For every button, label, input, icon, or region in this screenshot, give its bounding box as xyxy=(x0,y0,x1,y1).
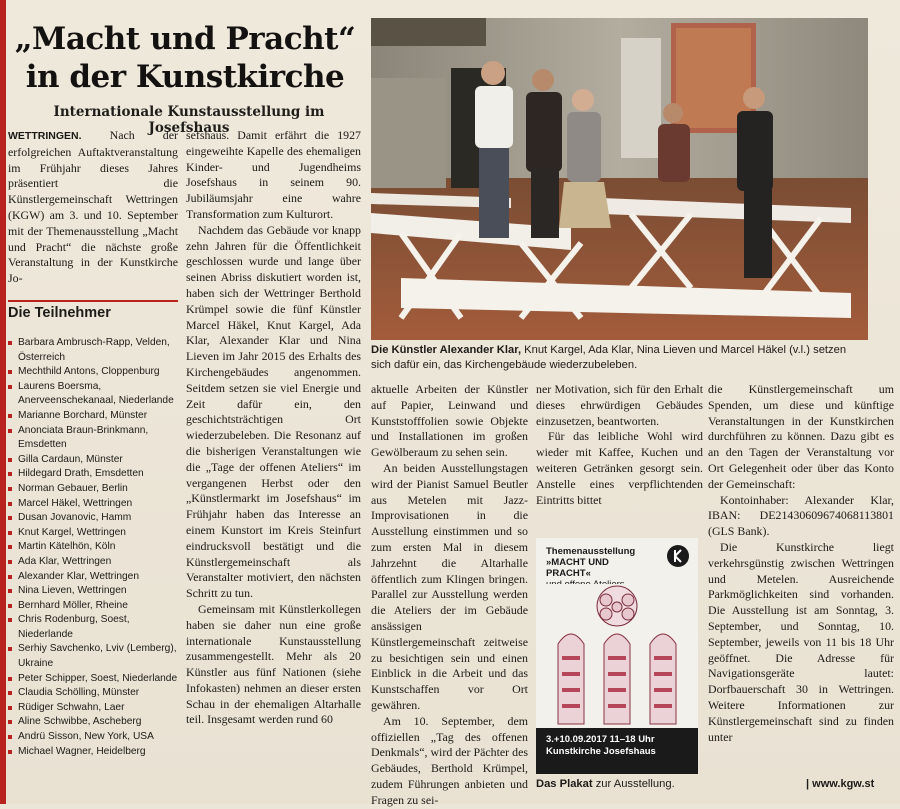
participant-name: Peter Schipper, Soest, Niederlande xyxy=(18,672,178,684)
participant-item xyxy=(8,526,180,541)
participant-item xyxy=(8,730,180,745)
participant-item xyxy=(8,555,180,570)
participant-name: Barbara Ambrusch-Rapp, Velden, Österreich xyxy=(18,337,170,363)
col2-paragraph-1: sefshaus. Damit erfährt die 1927 eingeweihte Kapelle des ehemaligen Kinder- und Jugendheims Josefshaus in seinem 90. Jubiläumsjahr eine wahre Transformation zum Kulturort. xyxy=(186,128,361,221)
participant-name: Knut Kargel, Wettringen xyxy=(18,526,126,538)
participant-name: Aline Schwibbe, Ascheberg xyxy=(18,716,142,728)
bullet-icon xyxy=(8,458,12,462)
participant-item xyxy=(8,482,180,497)
article-column-3 xyxy=(371,382,528,807)
participant-item xyxy=(8,745,180,760)
exhibition-poster xyxy=(536,538,698,774)
kgw-logo-icon xyxy=(666,544,690,568)
poster-footer xyxy=(536,728,698,774)
poster-caption-bold: Das Plakat xyxy=(536,778,593,790)
bullet-icon xyxy=(8,341,12,345)
bullet-icon xyxy=(8,429,12,433)
participant-name: Gilla Cardaun, Münster xyxy=(18,453,123,465)
participant-item xyxy=(8,584,180,599)
participant-item xyxy=(8,511,180,526)
participant-item xyxy=(8,497,180,512)
bullet-icon xyxy=(8,370,12,374)
bullet-icon xyxy=(8,414,12,418)
participant-item xyxy=(8,380,180,409)
participant-name: Serhiy Savchenko, Lviv (Lemberg), Ukraine xyxy=(18,643,177,670)
participant-item xyxy=(8,540,180,555)
website-link[interactable]: | www.kgw.st xyxy=(806,778,874,790)
col3-paragraph-2: An beiden Ausstellungstagen wird der Pianist Samuel Beutler aus Metelen mit Jazz-Improvisationen in die Ausstellung einstimmen und so zum ersten Mal in diesem Jahrzehnt die Altarhalle öffentlich zum Klingen bringen. Parallel zur Ausstellung werden die Ateliers der im Gebäude ansässigen Künstlergemeinschaft zeitweise zu besichtigen sein und einen Einblick in die Arbeit und das Kunstschaffen vor Ort gewähren. xyxy=(371,460,528,712)
col5-paragraph-1: die Künstlergemeinschaft um Spenden, um diese und künftige Veranstaltungen in der Kunstkirchen durchführen zu können. Dazu gibt es an den Tagen der Veranstaltung vor Ort Gelegenheit oder über das Konto der Gemeinschaft: xyxy=(708,382,894,491)
participant-name: Ada Klar, Wettringen xyxy=(18,555,112,567)
participant-item xyxy=(8,672,180,687)
bullet-icon xyxy=(8,720,12,724)
article-subheadline: Internationale Kunstausstellung im Josefshaus xyxy=(53,104,325,136)
participant-name: Marianne Borchard, Münster xyxy=(18,409,148,421)
participant-name: Hildegard Drath, Emsdetten xyxy=(18,468,144,480)
bullet-icon xyxy=(8,487,12,491)
bullet-icon xyxy=(8,750,12,754)
participant-name: Nina Lieven, Wettringen xyxy=(18,585,127,597)
participant-item xyxy=(8,613,180,642)
poster-caption-text: zur Ausstellung. xyxy=(595,778,675,790)
participant-item xyxy=(8,409,180,424)
participant-item xyxy=(8,467,180,482)
bullet-icon xyxy=(8,618,12,622)
participants-heading: Die Teilnehmer xyxy=(8,300,178,321)
participant-item xyxy=(8,336,180,365)
participant-name: Bernhard Möller, Rheine xyxy=(18,599,128,611)
photo-caption-text: Knut Kargel, Ada Klar, Nina Lieven und Marcel Häkel (v.l.) setzen sich dafür ein, das Kirchengebäude wiederzubeleben. xyxy=(371,344,847,371)
participant-item xyxy=(8,715,180,730)
participant-name: Marcel Häkel, Wettringen xyxy=(18,497,133,509)
bullet-icon xyxy=(8,691,12,695)
section-color-bar xyxy=(0,0,6,804)
participant-name: Claudia Schölling, Münster xyxy=(18,687,140,699)
col3-paragraph-3: Am 10. September, dem offiziellen „Tag des offenen Denkmals“, wird der Pächter des Gebäudes, Berthold Krümpel, zudem Führungen anbieten und Fragen zu sei- xyxy=(371,713,528,807)
participant-name: Dusan Jovanovic, Hamm xyxy=(18,512,132,524)
bullet-icon xyxy=(8,560,12,564)
artists-photo-illustration xyxy=(371,18,868,340)
article-column-2 xyxy=(186,128,361,788)
participant-name: Norman Gebauer, Berlin xyxy=(18,482,128,494)
participant-name: Martin Kätelhön, Köln xyxy=(18,541,116,553)
poster-dates: 3.+10.09.2017 11–18 Uhr xyxy=(546,734,655,745)
bullet-icon xyxy=(8,677,12,681)
participant-item xyxy=(8,599,180,614)
poster-caption xyxy=(536,778,736,790)
stained-glass-window-graphic xyxy=(546,584,688,724)
bullet-icon xyxy=(8,545,12,549)
col4-paragraph-2: Für das leibliche Wohl wird wieder mit Kaffee, Kuchen und weiteren Getränken gesorgt sein. Anstelle eines verpflichtenden Eintritts bittet xyxy=(536,429,703,507)
poster-venue: Kunstkirche Josefshaus xyxy=(546,746,656,757)
article-column-5 xyxy=(708,382,894,776)
col3-paragraph-1: aktuelle Arbeiten der Künstler auf Papier, Leinwand und Kunststofffolien sowie Objekte und Installationen im großen Gewölberaum zu sehen sein. xyxy=(371,382,528,460)
participant-name: Anonciata Braun-Brinkmann, Emsdetten xyxy=(18,424,149,451)
bullet-icon xyxy=(8,647,12,651)
participant-name: Alexander Klar, Wettringen xyxy=(18,570,139,582)
participant-name: Rüdiger Schwahn, Laer xyxy=(18,701,125,713)
bullet-icon xyxy=(8,575,12,579)
bullet-icon xyxy=(8,604,12,608)
dateline: WETTRINGEN. xyxy=(8,130,82,142)
participant-name: Chris Rodenburg, Soest, Niederlande xyxy=(18,614,130,640)
col5-paragraph-3: Die Kunstkirche liegt verkehrsgünstig zwischen Wettringen und Metelen. Ausreichende Parkmöglichkeiten sind vorhanden. Die Ausstellung ist am Sonntag, 3. September, und Sonntag, 10. September, jeweils von 11 bis 18 Uhr geöffnet. Die Adresse für Navigationsgeräte lautet: Dorfbauerschaft 30 in Wettringen. Weitere Informationen zur Künstlergemeinschaft sind zu finden unter xyxy=(708,539,894,744)
headline-line-2: in der Kunstkirche xyxy=(25,59,345,95)
participant-item xyxy=(8,570,180,585)
participant-name: Laurens Boersma, Anerveenschekanaal, Niederlande xyxy=(18,380,174,407)
participant-item xyxy=(8,686,180,701)
participant-item xyxy=(8,453,180,468)
participants-list xyxy=(8,336,180,759)
participant-name: Mechthild Antons, Cloppenburg xyxy=(18,366,160,378)
bullet-icon xyxy=(8,706,12,710)
poster-subtitle-1: »MACHT UND PRACHT« xyxy=(546,557,609,579)
bullet-icon xyxy=(8,735,12,739)
participant-item xyxy=(8,424,180,453)
col2-paragraph-3: Gemeinsam mit Künstlerkollegen haben sie daher nun eine große internationale Kunstausstellung zusammengestellt. Mehr als 20 Künstler aus fünf Nationen (siehe Infokasten) nehmen an dieser ersten Schau in der ehemaligen Altarhalle teil. Insgesamt werden rund 60 xyxy=(186,601,361,727)
participant-name: Michael Wagner, Heidelberg xyxy=(18,745,146,757)
participant-item xyxy=(8,701,180,716)
col5-paragraph-2: Kontoinhaber: Alexander Klar, IBAN: DE21430609674068113801 (GLS Bank). xyxy=(708,492,894,539)
photo-caption-bold: Die Künstler Alexander Klar, xyxy=(371,344,522,356)
bullet-icon xyxy=(8,502,12,506)
bullet-icon xyxy=(8,385,12,389)
col1-paragraph-1: Nach der erfolgreichen Auftaktveranstaltung im Frühjahr dieses Jahres präsentiert die Künstlergemeinschaft Wettringen (KGW) am 3. und 10. September mit der Themenausstellung „Macht und Pracht“ die nächste große Veranstaltung in der Kunstkirche Jo- xyxy=(8,128,178,286)
bullet-icon xyxy=(8,516,12,520)
artists-photo xyxy=(371,18,868,340)
col2-paragraph-2: Nachdem das Gebäude vor knapp zehn Jahren für die Öffentlichkeit geschlossen wurde und lange über seinen Abriss diskutiert worden ist, haben sich der Wettringer Berthold Krümpel sowie die fünf Künstler Marcel Häkel, Knut Kargel, Ada Klar, Alexander Klar und Nina Lieven im Jahr 2015 des Erhalts des Kirchengebäudes angenommen. Seitdem setzen sie viel Energie und Zeit dafür ein, den geschichtsträchtigen Ort wiederzubeleben. Die Resonanz auf die bisherigen Veranstaltungen wie die „Tage der offenen Ateliers“ im vergangenen Herbst oder den „Künstlermarkt im Josefshaus“ im Frühjahr haben das Interesse an einem Kunstort im Kreis Steinfurt eindrucksvoll bestätigt und die Künstlergemeinschaft als Veranstalter motiviert, den nächsten Schritt zu tun. xyxy=(186,222,361,601)
article-column-1 xyxy=(8,128,178,294)
article-headline xyxy=(10,20,360,96)
article-column-4 xyxy=(536,382,703,532)
col4-paragraph-1: ner Motivation, sich für den Erhalt dieses ehrwürdigen Gebäudes einzusetzen, beantworten. xyxy=(536,382,703,428)
participant-item xyxy=(8,642,180,671)
bullet-icon xyxy=(8,589,12,593)
bullet-icon xyxy=(8,472,12,476)
poster-title: Themenausstellung xyxy=(546,546,636,557)
bullet-icon xyxy=(8,531,12,535)
participant-name: Andrü Sisson, New York, USA xyxy=(18,731,154,743)
headline-line-1: „Macht und Pracht“ xyxy=(14,21,356,57)
participant-item xyxy=(8,365,180,380)
photo-caption xyxy=(371,343,868,373)
